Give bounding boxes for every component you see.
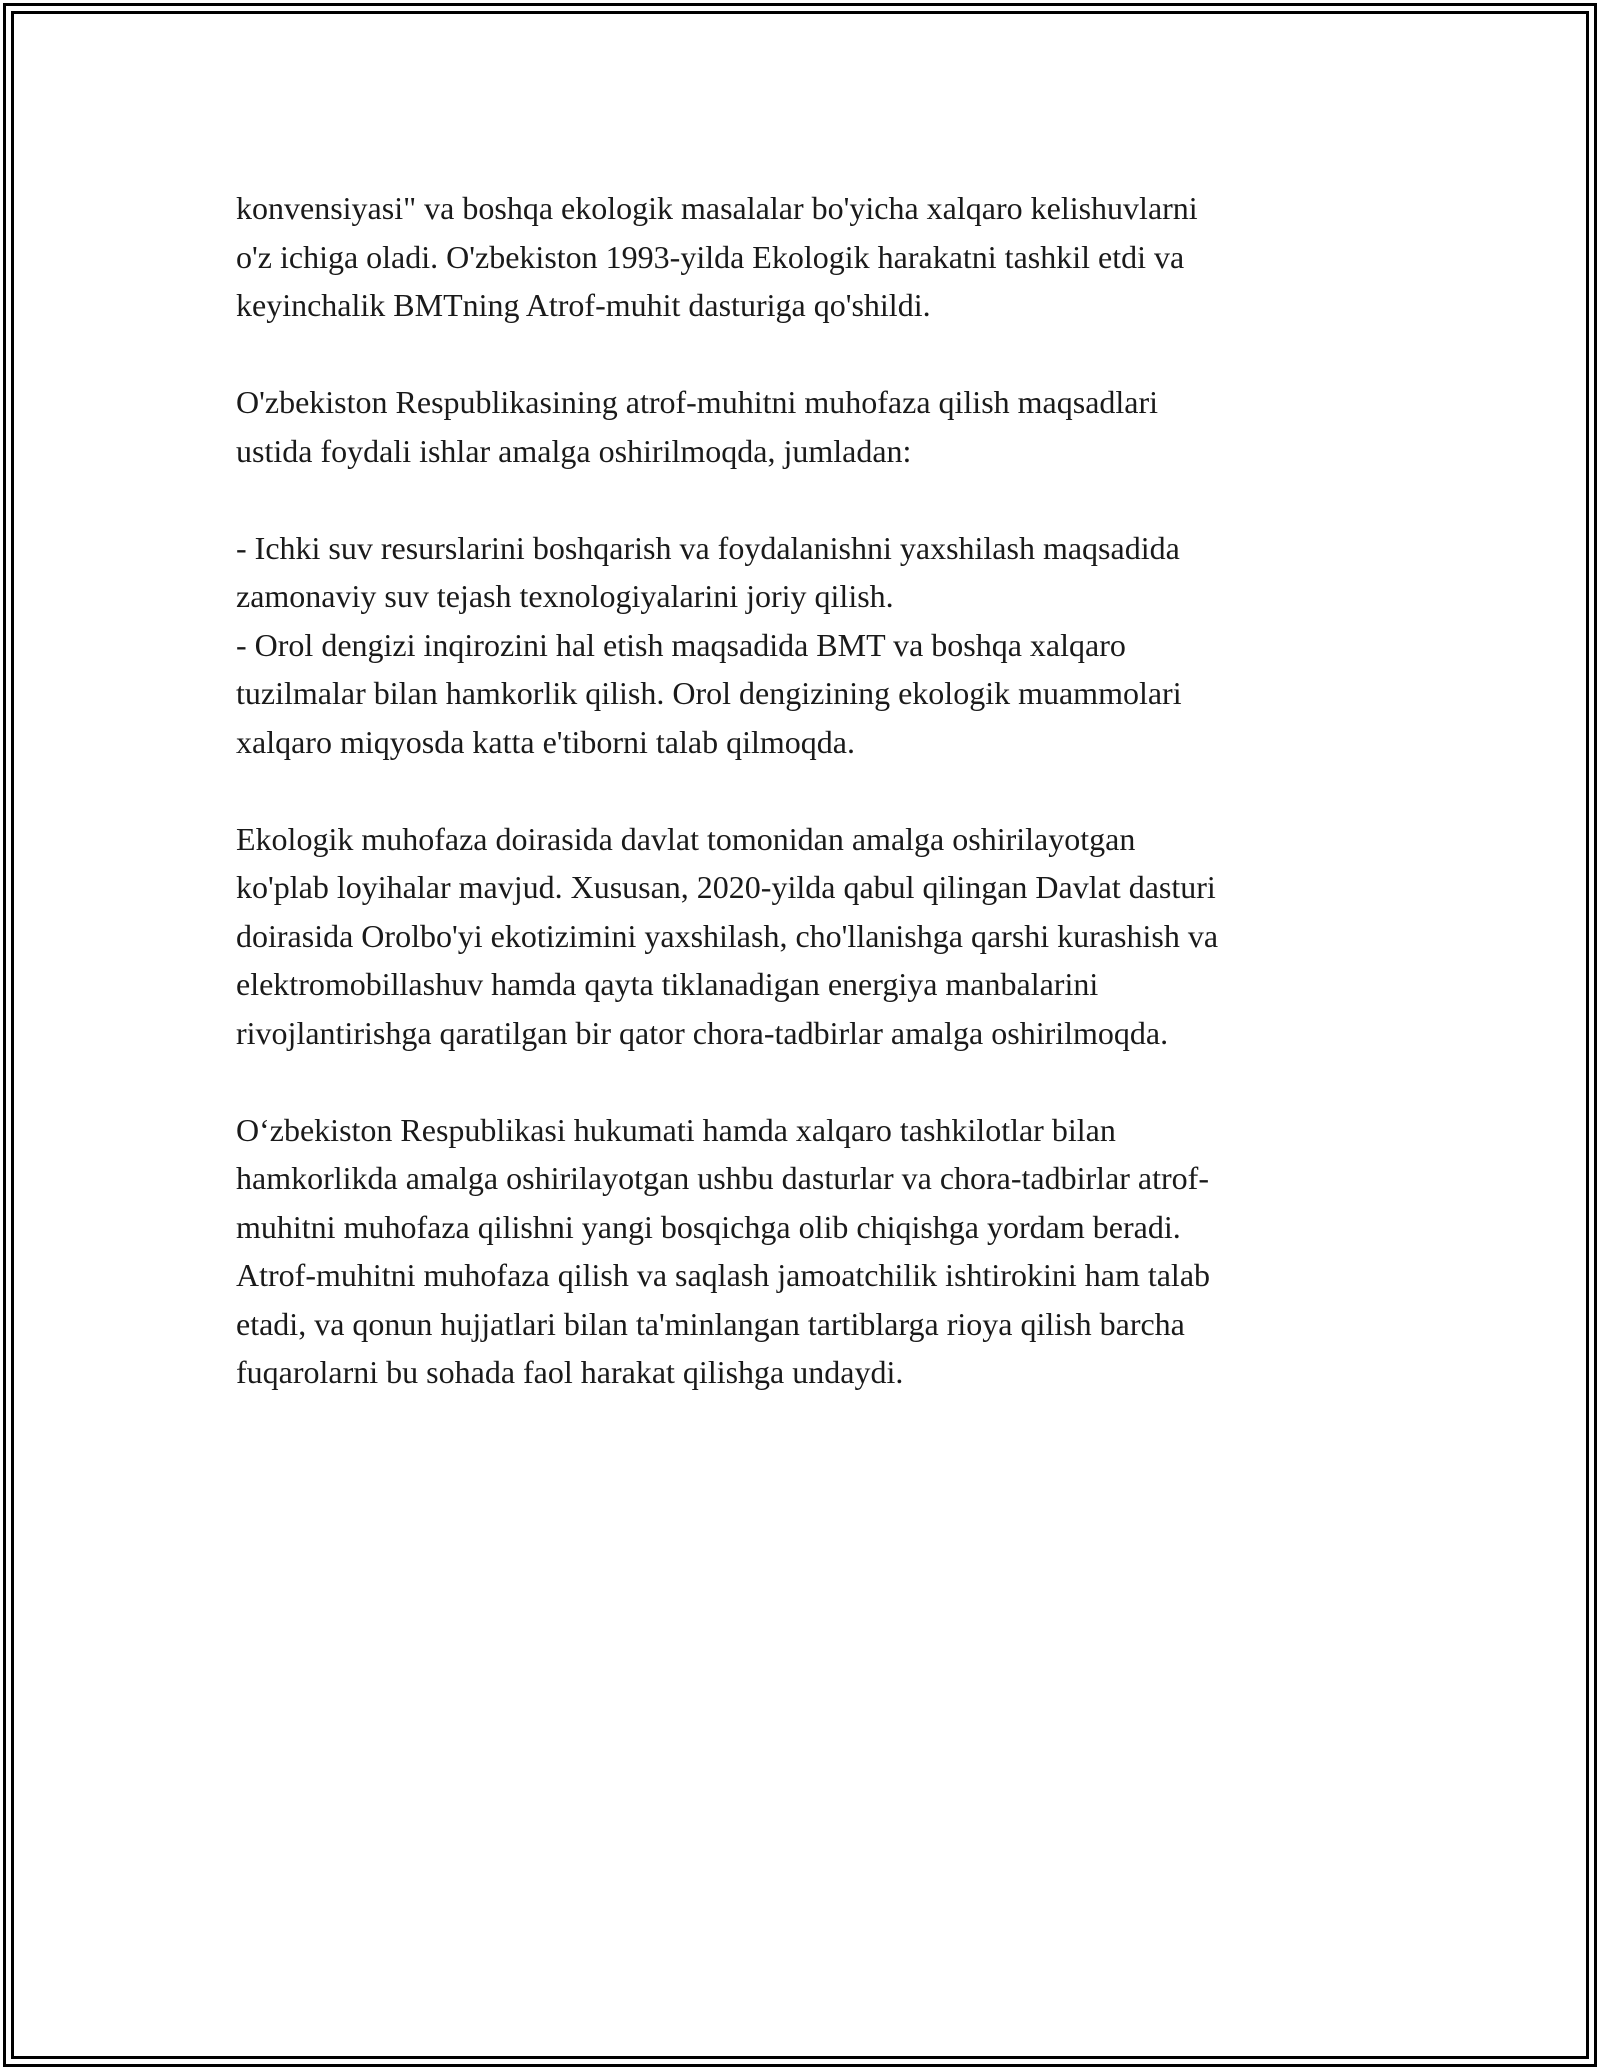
text-line: muhitni muhofaza qilishni yangi bosqichga olib chiqishga yordam beradi.: [236, 1208, 1181, 1245]
text-line: elektromobillashuv hamda qayta tiklanadigan energiya manbalarini: [236, 966, 1099, 1002]
document-body: [236, 184, 1386, 1397]
text-line: doirasida Orolbo'yi ekotizimini yaxshilash, cho'llanishga qarshi kurashish va: [236, 917, 1219, 954]
list-item-line: - Orol dengizi inqirozini hal etish maqsadida BMT va boshqa xalqaro: [236, 626, 1126, 663]
list-item-line: zamonaviy suv tejash texnologiyalarini joriy qilish.: [236, 578, 894, 614]
list-item-line: xalqaro miqyosda katta e'tiborni talab qilmoqda.: [236, 723, 855, 760]
text-line: O‘zbekiston Respublikasi hukumati hamda xalqaro tashkilotlar bilan: [236, 1111, 1116, 1148]
text-line: ustida foydali ishlar amalga oshirilmoqda, jumladan:: [236, 432, 912, 469]
paragraph-state-projects: [236, 815, 1386, 1058]
paragraph-goals-intro: [236, 378, 1386, 475]
text-line: fuqarolarni bu sohada faol harakat qilishga undaydi.: [236, 1354, 904, 1390]
text-line: etadi, va qonun hujjatlari bilan ta'minlangan tartiblarga rioya qilish barcha: [236, 1305, 1185, 1342]
text-line: keyinchalik BMTning Atrof-muhit dasturiga qo'shildi.: [236, 287, 931, 323]
text-line: Atrof-muhitni muhofaza qilish va saqlash jamoatchilik ishtirokini ham talab: [236, 1257, 1211, 1293]
text-line: hamkorlikda amalga oshirilayotgan ushbu dasturlar va chora-tadbirlar atrof-: [236, 1160, 1209, 1196]
text-line: konvensiyasi" va boshqa ekologik masalalar bo'yicha xalqaro kelishuvlarni: [236, 190, 1198, 226]
text-line: rivojlantirishga qaratilgan bir qator chora-tadbirlar amalga oshirilmoqda.: [236, 1014, 1169, 1051]
paragraph-goals-list: [236, 524, 1386, 767]
text-line: Ekologik muhofaza doirasida davlat tomonidan amalga oshirilayotgan: [236, 820, 1136, 857]
paragraph-cooperation: [236, 1106, 1386, 1397]
list-item-line: tuzilmalar bilan hamkorlik qilish. Orol dengizining ekologik muammolari: [236, 675, 1182, 711]
text-line: ko'plab loyihalar mavjud. Xususan, 2020-yilda qabul qilingan Davlat dasturi: [236, 869, 1216, 905]
text-line: O'zbekiston Respublikasining atrof-muhitni muhofaza qilish maqsadlari: [236, 384, 1159, 420]
paragraph-conventions: [236, 184, 1386, 330]
list-item-line: - Ichki suv resurslarini boshqarish va foydalanishni yaxshilash maqsadida: [236, 529, 1180, 566]
text-line: o'z ichiga oladi. O'zbekiston 1993-yilda Ekologik harakatni tashkil etdi va: [236, 238, 1185, 275]
